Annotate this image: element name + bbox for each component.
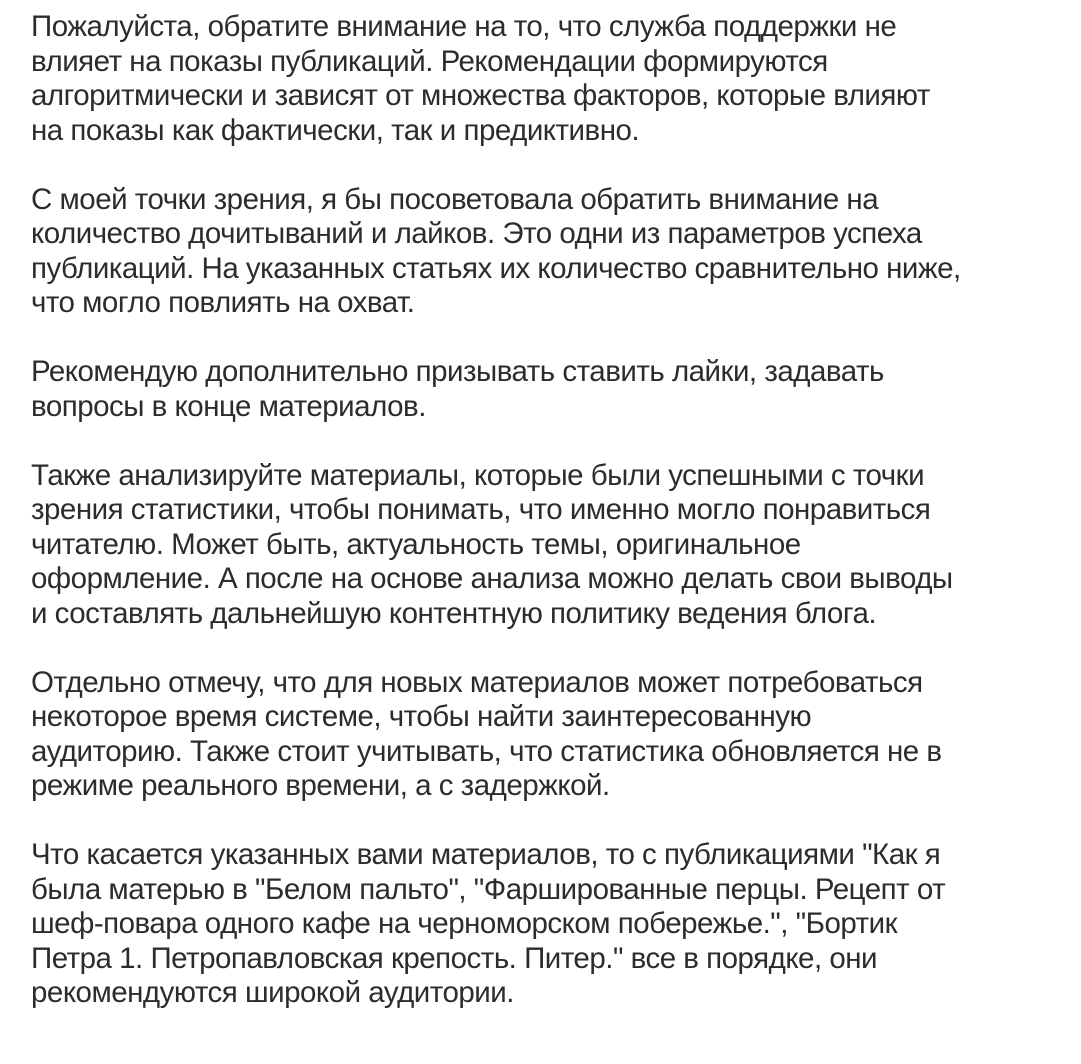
text-line: аудиторию. Также стоит учитывать, что статистика обновляется не в bbox=[31, 734, 942, 768]
text-line: что могло повлиять на охват. bbox=[31, 286, 415, 319]
text-line: зрения статистики, чтобы понимать, что именно могло понравиться bbox=[31, 493, 931, 526]
text-line: публикаций. На указанных статьях их количество сравнительно ниже, bbox=[31, 251, 961, 285]
text-line: Пожалуйста, обратите внимание на то, что служба поддержки не bbox=[31, 10, 897, 43]
text-line: некоторое время системе, чтобы найти заинтересованную bbox=[31, 700, 812, 733]
text-line: была матерью в "Белом пальто", "Фаршированные перцы. Рецепт от bbox=[31, 872, 946, 906]
text-line: Также анализируйте материалы, которые были успешными с точки bbox=[31, 458, 925, 492]
paragraph-likes-recommendation bbox=[31, 355, 1061, 424]
message-body bbox=[31, 10, 1061, 1045]
text-line: и составлять дальнейшую контентную политику ведения блога. bbox=[31, 596, 877, 630]
paragraph-new-materials-note bbox=[31, 666, 1061, 804]
text-line: С моей точки зрения, я бы посоветовала обратить внимание на bbox=[31, 182, 879, 216]
text-line: рекомендуются широкой аудитории. bbox=[31, 976, 514, 1009]
text-line: алгоритмически и зависят от множества факторов, которые влияют bbox=[31, 79, 930, 112]
text-line: Отдельно отмечу, что для новых материалов может потребоваться bbox=[31, 665, 923, 699]
text-line: шеф-повара одного кафе на черноморском побережье.", "Бортик bbox=[31, 907, 898, 940]
text-line: Рекомендую дополнительно призывать ставить лайки, задавать bbox=[31, 355, 884, 388]
paragraph-support-notice bbox=[31, 10, 1061, 148]
text-line: читателю. Может быть, актуальность темы, оригинальное bbox=[31, 527, 801, 561]
text-line: режиме реального времени, а с задержкой. bbox=[31, 769, 610, 802]
text-line: Петра 1. Петропавловская крепость. Питер." все в порядке, они bbox=[31, 941, 878, 975]
text-line: вопросы в конце материалов. bbox=[31, 389, 426, 423]
paragraph-publications-status bbox=[31, 838, 1061, 1011]
paragraph-analysis-advice bbox=[31, 459, 1061, 632]
text-line: влияет на показы публикаций. Рекомендации формируются bbox=[31, 44, 828, 78]
paragraph-engagement-advice bbox=[31, 183, 1061, 321]
text-line: количество дочитываний и лайков. Это одни из параметров успеха bbox=[31, 217, 922, 250]
text-line: на показы как фактически, так и предиктивно. bbox=[31, 113, 640, 147]
text-line: Что касается указанных вами материалов, то с публикациями "Как я bbox=[31, 838, 941, 871]
text-line: оформление. А после на основе анализа можно делать свои выводы bbox=[31, 562, 953, 595]
